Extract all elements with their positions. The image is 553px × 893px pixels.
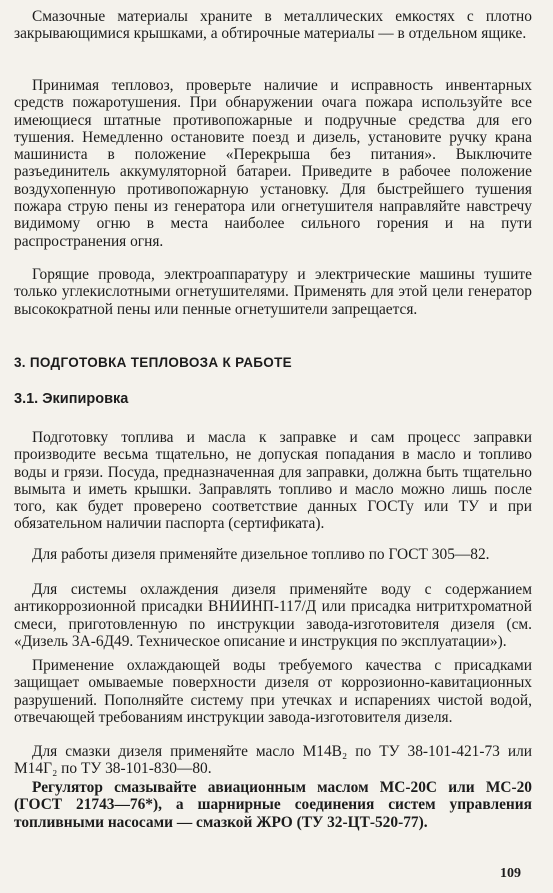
- subsection-heading: 3.1. Экипировка: [14, 391, 129, 407]
- paragraph-storage: Смазочные материалы храните в металлических емкостях с плотно закрывающимися крышками, а обтирочные материалы — в отдельном ящике.: [14, 8, 532, 43]
- paragraph-fire-safety: Принимая тепловоз, проверьте наличие и исправность инвентарных средств пожаротушения. При обнаружении очага пожара используйте все имеющиеся штатные противопожарные и подручные средства для его тушения. Немедленно остановите поезд и дизель, установите ручку крана машиниста в положение «Перекрыша без питания». Выключите разъединитель аккумуляторной батареи. Приведите в рабочее положение воздухопенную противопожарную установку. Для быстрейшего тушения пожара струю пены из генератора или огнетушителя направляйте навстречу видимому огню в места наиболее сильного горения и на пути распространения огня.: [14, 77, 532, 250]
- section-heading: 3. ПОДГОТОВКА ТЕПЛОВОЗА К РАБОТЕ: [14, 355, 292, 370]
- paragraph-regulator-lubrication: Регулятор смазывайте авиационным маслом МС-20С или МС-20 (ГОСТ 21743—76*), а шарнирные соединения систем управления топливными насосами — смазкой ЖРО (ТУ 32-ЦТ-520-77).: [14, 779, 532, 831]
- page-number: 109: [500, 866, 521, 881]
- paragraph-diesel-fuel: Для работы дизеля применяйте дизельное топливо по ГОСТ 305—82.: [32, 546, 490, 563]
- paragraph-cooling-water: Применение охлаждающей воды требуемого качества с присадками защищает омываемые поверхности дизеля от коррозионно-кавитационных разрушений. Пополняйте систему при утечках и испарениях чистой водой, отвечающей требованиям инструкции завода-изготовителя дизеля.: [14, 657, 532, 726]
- paragraph-cooling-system: Для системы охлаждения дизеля применяйте воду с содержанием антикоррозионной присадки ВНИИНП-117/Д или присадка нитритхроматной смеси, приготовленную по инструкции завода-изготовителя дизеля (см. «Дизель 3А-6Д49. Техническое описание и инструкция по эксплуатации»).: [14, 581, 532, 650]
- paragraph-electrical-fire: Горящие провода, электроаппаратуру и электрические машины тушите только углекислотными огнетушителями. Применять для этой цели генератор высокократной пены или пенные огнетушители запрещается.: [14, 266, 532, 318]
- paragraph-fuel-preparation: Подготовку топлива и масла к заправке и сам процесс заправки производите весьма тщательно, не допуская попадания в масло и топливо воды и грязи. Посуда, предназначенная для заправки, должна быть тщательно вымыта и иметь крышки. Заправлять топливо и масло можно лишь после того, как будет проверено соответствие данных ГОСТу или ТУ и при обязательном наличии паспорта (сертификата).: [14, 429, 532, 533]
- paragraph-engine-oil: Для смазки дизеля применяйте масло М14В₂ по ТУ 38-101-421-73 или М14Г₂ по ТУ 38-101-830—80.: [14, 743, 532, 778]
